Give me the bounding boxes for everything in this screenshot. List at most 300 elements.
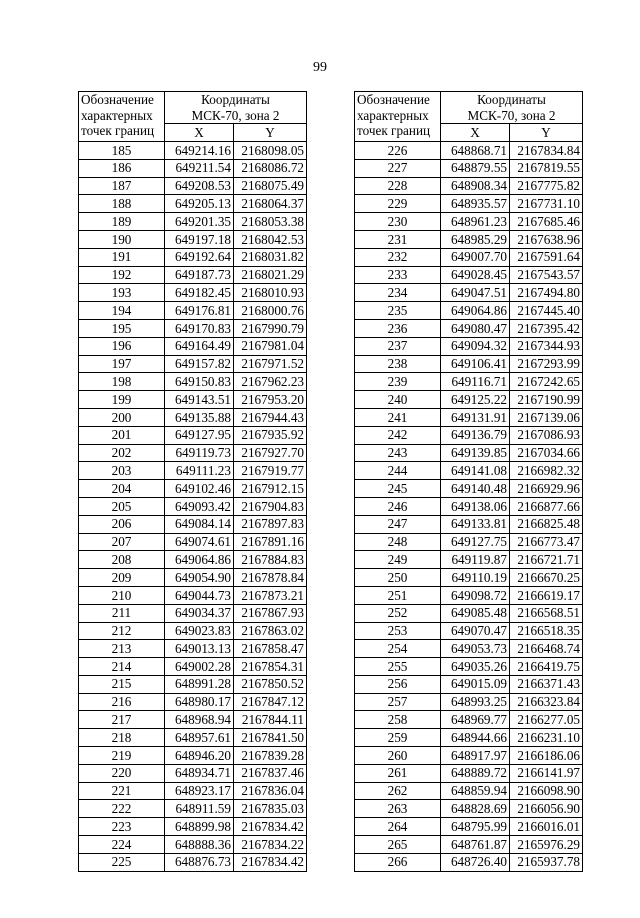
x-coordinate-cell: 648795.99	[441, 818, 510, 836]
y-coordinate-cell: 2167591.64	[510, 248, 583, 266]
y-coordinate-cell: 2167844.11	[234, 711, 307, 729]
y-coordinate-cell: 2166016.01	[510, 818, 583, 836]
point-number-cell: 202	[79, 444, 165, 462]
x-coordinate-cell: 649127.75	[441, 533, 510, 551]
point-number-cell: 201	[79, 426, 165, 444]
point-number-cell: 246	[355, 497, 441, 515]
table-row	[355, 640, 583, 658]
table-row	[79, 444, 307, 462]
y-column-header: Y	[234, 124, 307, 142]
table-row	[79, 604, 307, 622]
point-number-cell: 255	[355, 658, 441, 676]
table-row	[79, 355, 307, 373]
x-coordinate-cell: 649084.14	[165, 515, 234, 533]
point-number-cell: 266	[355, 853, 441, 871]
table-row	[79, 764, 307, 782]
y-coordinate-cell: 2167086.93	[510, 426, 583, 444]
y-coordinate-cell: 2167834.42	[234, 853, 307, 871]
y-coordinate-cell: 2166773.47	[510, 533, 583, 551]
table-row	[79, 195, 307, 213]
y-coordinate-cell: 2167981.04	[234, 337, 307, 355]
table-row	[355, 586, 583, 604]
y-coordinate-cell: 2166323.84	[510, 693, 583, 711]
table-row	[79, 159, 307, 177]
designation-header-line3: точек границ	[357, 123, 431, 139]
point-number-cell: 203	[79, 462, 165, 480]
x-coordinate-cell: 649127.95	[165, 426, 234, 444]
y-coordinate-cell: 2167293.99	[510, 355, 583, 373]
table-row	[355, 230, 583, 248]
point-number-cell: 224	[79, 836, 165, 854]
y-coordinate-cell: 2167841.50	[234, 729, 307, 747]
table-row	[355, 782, 583, 800]
table-row	[79, 141, 307, 159]
y-coordinate-cell: 2167850.52	[234, 675, 307, 693]
table-row	[79, 711, 307, 729]
table-row	[355, 141, 583, 159]
x-coordinate-cell: 648859.94	[441, 782, 510, 800]
table-row	[79, 497, 307, 515]
point-number-cell: 248	[355, 533, 441, 551]
x-coordinate-cell: 649064.86	[441, 302, 510, 320]
x-coordinate-cell: 649015.09	[441, 675, 510, 693]
designation-header-line3: точек границ	[81, 123, 155, 139]
y-coordinate-cell: 2167912.15	[234, 480, 307, 498]
y-coordinate-cell: 2167878.84	[234, 569, 307, 587]
table-row	[79, 391, 307, 409]
table-row	[79, 658, 307, 676]
table-row	[355, 195, 583, 213]
table-row	[79, 462, 307, 480]
table-row	[355, 800, 583, 818]
point-number-cell: 258	[355, 711, 441, 729]
y-coordinate-cell: 2167395.42	[510, 319, 583, 337]
x-coordinate-cell: 649150.83	[165, 373, 234, 391]
x-coordinate-cell: 649125.22	[441, 391, 510, 409]
table-row	[355, 658, 583, 676]
y-coordinate-cell: 2167935.92	[234, 426, 307, 444]
table-row	[79, 782, 307, 800]
table-row	[79, 248, 307, 266]
x-coordinate-cell: 649116.71	[441, 373, 510, 391]
x-coordinate-cell: 649170.83	[165, 319, 234, 337]
point-number-cell: 193	[79, 284, 165, 302]
designation-header-line1: Обозначение	[357, 92, 430, 107]
table-row	[355, 159, 583, 177]
point-number-cell: 239	[355, 373, 441, 391]
y-coordinate-cell: 2166670.25	[510, 569, 583, 587]
table-row	[79, 337, 307, 355]
table-row	[355, 515, 583, 533]
y-coordinate-cell: 2167962.23	[234, 373, 307, 391]
y-coordinate-cell: 2167775.82	[510, 177, 583, 195]
y-coordinate-cell: 2168010.93	[234, 284, 307, 302]
table-row	[355, 248, 583, 266]
table-row	[355, 391, 583, 409]
y-coordinate-cell: 2167944.43	[234, 408, 307, 426]
table-row	[355, 693, 583, 711]
x-coordinate-cell: 649106.41	[441, 355, 510, 373]
x-coordinate-cell: 649013.13	[165, 640, 234, 658]
y-coordinate-cell: 2168075.49	[234, 177, 307, 195]
table-row	[355, 853, 583, 871]
table-row	[79, 302, 307, 320]
x-coordinate-cell: 648980.17	[165, 693, 234, 711]
coordinates-header-line1: Координаты	[477, 92, 546, 107]
table-row	[355, 426, 583, 444]
table-row	[79, 177, 307, 195]
point-number-cell: 228	[355, 177, 441, 195]
y-coordinate-cell: 2167638.96	[510, 230, 583, 248]
point-number-cell: 241	[355, 408, 441, 426]
y-coordinate-cell: 2167836.04	[234, 782, 307, 800]
point-number-cell: 250	[355, 569, 441, 587]
x-coordinate-cell: 649064.86	[165, 551, 234, 569]
x-coordinate-cell: 648879.55	[441, 159, 510, 177]
x-coordinate-cell: 649093.42	[165, 497, 234, 515]
point-number-cell: 237	[355, 337, 441, 355]
y-coordinate-cell: 2166231.10	[510, 729, 583, 747]
y-column-header: Y	[510, 124, 583, 142]
y-coordinate-cell: 2167731.10	[510, 195, 583, 213]
point-number-cell: 232	[355, 248, 441, 266]
table-row	[355, 836, 583, 854]
table-row	[79, 213, 307, 231]
point-number-cell: 219	[79, 747, 165, 765]
table-row	[79, 640, 307, 658]
y-coordinate-cell: 2166518.35	[510, 622, 583, 640]
y-coordinate-cell: 2167835.03	[234, 800, 307, 818]
x-coordinate-cell: 649110.19	[441, 569, 510, 587]
point-number-cell: 217	[79, 711, 165, 729]
x-coordinate-cell: 649080.47	[441, 319, 510, 337]
point-number-cell: 214	[79, 658, 165, 676]
coordinates-table-right	[354, 91, 583, 872]
y-coordinate-cell: 2167834.22	[234, 836, 307, 854]
point-number-cell: 253	[355, 622, 441, 640]
y-coordinate-cell: 2166721.71	[510, 551, 583, 569]
x-coordinate-cell: 649070.47	[441, 622, 510, 640]
y-coordinate-cell: 2168064.37	[234, 195, 307, 213]
point-number-cell: 198	[79, 373, 165, 391]
point-number-cell: 204	[79, 480, 165, 498]
x-coordinate-cell: 648828.69	[441, 800, 510, 818]
point-number-cell: 234	[355, 284, 441, 302]
coordinates-header-line2: МСК-70, зона 2	[191, 107, 280, 123]
point-number-cell: 229	[355, 195, 441, 213]
x-coordinate-cell: 649044.73	[165, 586, 234, 604]
point-number-cell: 220	[79, 764, 165, 782]
x-coordinate-cell: 648991.28	[165, 675, 234, 693]
x-coordinate-cell: 649136.79	[441, 426, 510, 444]
point-number-cell: 195	[79, 319, 165, 337]
x-coordinate-cell: 649023.83	[165, 622, 234, 640]
x-coordinate-cell: 649034.37	[165, 604, 234, 622]
x-coordinate-cell: 649119.87	[441, 551, 510, 569]
point-number-cell: 252	[355, 604, 441, 622]
point-number-cell: 223	[79, 818, 165, 836]
x-coordinate-cell: 648889.72	[441, 764, 510, 782]
y-coordinate-cell: 2167953.20	[234, 391, 307, 409]
point-number-cell: 264	[355, 818, 441, 836]
designation-header	[79, 92, 165, 142]
table-row	[79, 675, 307, 693]
point-number-cell: 259	[355, 729, 441, 747]
x-coordinate-cell: 649182.45	[165, 284, 234, 302]
point-number-cell: 265	[355, 836, 441, 854]
x-coordinate-cell: 649047.51	[441, 284, 510, 302]
point-number-cell: 260	[355, 747, 441, 765]
point-number-cell: 257	[355, 693, 441, 711]
y-coordinate-cell: 2166825.48	[510, 515, 583, 533]
table-row	[355, 408, 583, 426]
x-column-header: X	[441, 124, 510, 142]
x-coordinate-cell: 648868.71	[441, 141, 510, 159]
x-coordinate-cell: 648957.61	[165, 729, 234, 747]
table-row	[79, 284, 307, 302]
point-number-cell: 221	[79, 782, 165, 800]
point-number-cell: 256	[355, 675, 441, 693]
y-coordinate-cell: 2166982.32	[510, 462, 583, 480]
point-number-cell: 226	[355, 141, 441, 159]
table-row	[79, 266, 307, 284]
point-number-cell: 212	[79, 622, 165, 640]
y-coordinate-cell: 2166468.74	[510, 640, 583, 658]
x-coordinate-cell: 649138.06	[441, 497, 510, 515]
point-number-cell: 192	[79, 266, 165, 284]
table-row	[355, 177, 583, 195]
y-coordinate-cell: 2166056.90	[510, 800, 583, 818]
point-number-cell: 243	[355, 444, 441, 462]
point-number-cell: 261	[355, 764, 441, 782]
point-number-cell: 231	[355, 230, 441, 248]
point-number-cell: 235	[355, 302, 441, 320]
point-number-cell: 185	[79, 141, 165, 159]
x-coordinate-cell: 648876.73	[165, 853, 234, 871]
table-row	[355, 622, 583, 640]
point-number-cell: 238	[355, 355, 441, 373]
table-row	[355, 319, 583, 337]
x-coordinate-cell: 648961.23	[441, 213, 510, 231]
coordinates-header	[441, 92, 583, 124]
x-coordinate-cell: 649139.85	[441, 444, 510, 462]
point-number-cell: 244	[355, 462, 441, 480]
x-coordinate-cell: 649131.91	[441, 408, 510, 426]
table-row	[355, 818, 583, 836]
table-row	[355, 569, 583, 587]
x-coordinate-cell: 649098.72	[441, 586, 510, 604]
table-row	[355, 266, 583, 284]
y-coordinate-cell: 2167990.79	[234, 319, 307, 337]
x-coordinate-cell: 649141.08	[441, 462, 510, 480]
point-number-cell: 240	[355, 391, 441, 409]
y-coordinate-cell: 2167494.80	[510, 284, 583, 302]
point-number-cell: 197	[79, 355, 165, 373]
point-number-cell: 249	[355, 551, 441, 569]
table-row	[79, 480, 307, 498]
table-row	[79, 586, 307, 604]
point-number-cell: 233	[355, 266, 441, 284]
x-coordinate-cell: 648888.36	[165, 836, 234, 854]
point-number-cell: 236	[355, 319, 441, 337]
table-row	[355, 747, 583, 765]
point-number-cell: 194	[79, 302, 165, 320]
y-coordinate-cell: 2167891.16	[234, 533, 307, 551]
point-number-cell: 242	[355, 426, 441, 444]
designation-header-line1: Обозначение	[81, 92, 154, 107]
x-coordinate-cell: 649214.16	[165, 141, 234, 159]
y-coordinate-cell: 2165976.29	[510, 836, 583, 854]
point-number-cell: 208	[79, 551, 165, 569]
x-coordinate-cell: 649102.46	[165, 480, 234, 498]
designation-header-line2: характерных	[81, 107, 153, 123]
y-coordinate-cell: 2167884.83	[234, 551, 307, 569]
y-coordinate-cell: 2165937.78	[510, 853, 583, 871]
point-number-cell: 210	[79, 586, 165, 604]
table-row	[79, 230, 307, 248]
x-coordinate-cell: 648935.57	[441, 195, 510, 213]
y-coordinate-cell: 2167927.70	[234, 444, 307, 462]
table-row	[355, 373, 583, 391]
table-row	[355, 480, 583, 498]
y-coordinate-cell: 2168053.38	[234, 213, 307, 231]
x-coordinate-cell: 648908.34	[441, 177, 510, 195]
y-coordinate-cell: 2167839.28	[234, 747, 307, 765]
x-coordinate-cell: 649211.54	[165, 159, 234, 177]
y-coordinate-cell: 2168021.29	[234, 266, 307, 284]
table-row	[355, 497, 583, 515]
point-number-cell: 222	[79, 800, 165, 818]
x-coordinate-cell: 649111.23	[165, 462, 234, 480]
y-coordinate-cell: 2167904.83	[234, 497, 307, 515]
table-row	[355, 355, 583, 373]
table-row	[355, 764, 583, 782]
x-coordinate-cell: 648911.59	[165, 800, 234, 818]
table-row	[355, 213, 583, 231]
y-coordinate-cell: 2167863.02	[234, 622, 307, 640]
x-coordinate-cell: 649002.28	[165, 658, 234, 676]
table-row	[79, 729, 307, 747]
x-coordinate-cell: 648923.17	[165, 782, 234, 800]
table-row	[355, 551, 583, 569]
y-coordinate-cell: 2167897.83	[234, 515, 307, 533]
x-coordinate-cell: 649053.73	[441, 640, 510, 658]
x-coordinate-cell: 649192.64	[165, 248, 234, 266]
x-coordinate-cell: 649208.53	[165, 177, 234, 195]
x-coordinate-cell: 649187.73	[165, 266, 234, 284]
point-number-cell: 263	[355, 800, 441, 818]
coordinates-table-left	[78, 91, 307, 872]
x-coordinate-cell: 648969.77	[441, 711, 510, 729]
y-coordinate-cell: 2167919.77	[234, 462, 307, 480]
y-coordinate-cell: 2167854.31	[234, 658, 307, 676]
y-coordinate-cell: 2166568.51	[510, 604, 583, 622]
x-coordinate-cell: 648946.20	[165, 747, 234, 765]
x-coordinate-cell: 648917.97	[441, 747, 510, 765]
y-coordinate-cell: 2166619.17	[510, 586, 583, 604]
point-number-cell: 245	[355, 480, 441, 498]
point-number-cell: 262	[355, 782, 441, 800]
table-row	[79, 373, 307, 391]
point-number-cell: 251	[355, 586, 441, 604]
x-coordinate-cell: 649085.48	[441, 604, 510, 622]
table-row	[79, 853, 307, 871]
point-number-cell: 218	[79, 729, 165, 747]
y-coordinate-cell: 2166186.06	[510, 747, 583, 765]
x-coordinate-cell: 649054.90	[165, 569, 234, 587]
y-coordinate-cell: 2167834.84	[510, 141, 583, 159]
y-coordinate-cell: 2166371.43	[510, 675, 583, 693]
table-row	[79, 551, 307, 569]
y-coordinate-cell: 2167867.93	[234, 604, 307, 622]
table-row	[355, 462, 583, 480]
x-coordinate-cell: 649074.61	[165, 533, 234, 551]
x-coordinate-cell: 649157.82	[165, 355, 234, 373]
point-number-cell: 205	[79, 497, 165, 515]
point-number-cell: 199	[79, 391, 165, 409]
y-coordinate-cell: 2167139.06	[510, 408, 583, 426]
table-row	[79, 622, 307, 640]
y-coordinate-cell: 2167190.99	[510, 391, 583, 409]
coordinates-header-line1: Координаты	[201, 92, 270, 107]
designation-header	[355, 92, 441, 142]
y-coordinate-cell: 2167837.46	[234, 764, 307, 782]
x-coordinate-cell: 649094.32	[441, 337, 510, 355]
y-coordinate-cell: 2168000.76	[234, 302, 307, 320]
point-number-cell: 206	[79, 515, 165, 533]
point-number-cell: 225	[79, 853, 165, 871]
table-row	[79, 818, 307, 836]
x-coordinate-cell: 649028.45	[441, 266, 510, 284]
point-number-cell: 254	[355, 640, 441, 658]
table-row	[355, 675, 583, 693]
table-row	[355, 533, 583, 551]
y-coordinate-cell: 2167543.57	[510, 266, 583, 284]
point-number-cell: 207	[79, 533, 165, 551]
x-coordinate-cell: 649140.48	[441, 480, 510, 498]
point-number-cell: 209	[79, 569, 165, 587]
y-coordinate-cell: 2166419.75	[510, 658, 583, 676]
x-coordinate-cell: 649205.13	[165, 195, 234, 213]
y-coordinate-cell: 2167858.47	[234, 640, 307, 658]
y-coordinate-cell: 2167034.66	[510, 444, 583, 462]
coordinates-header	[165, 92, 307, 124]
y-coordinate-cell: 2167971.52	[234, 355, 307, 373]
table-row	[355, 604, 583, 622]
y-coordinate-cell: 2167847.12	[234, 693, 307, 711]
y-coordinate-cell: 2167685.46	[510, 213, 583, 231]
table-row	[79, 800, 307, 818]
y-coordinate-cell: 2167873.21	[234, 586, 307, 604]
table-row	[79, 515, 307, 533]
point-number-cell: 189	[79, 213, 165, 231]
y-coordinate-cell: 2167834.42	[234, 818, 307, 836]
x-coordinate-cell: 648761.87	[441, 836, 510, 854]
y-coordinate-cell: 2166877.66	[510, 497, 583, 515]
table-row	[79, 836, 307, 854]
table-row	[79, 747, 307, 765]
point-number-cell: 247	[355, 515, 441, 533]
table-row	[355, 302, 583, 320]
page-number: 99	[313, 60, 327, 75]
y-coordinate-cell: 2168098.05	[234, 141, 307, 159]
y-coordinate-cell: 2167819.55	[510, 159, 583, 177]
y-coordinate-cell: 2166277.05	[510, 711, 583, 729]
point-number-cell: 188	[79, 195, 165, 213]
x-coordinate-cell: 648993.25	[441, 693, 510, 711]
y-coordinate-cell: 2168031.82	[234, 248, 307, 266]
table-row	[79, 408, 307, 426]
